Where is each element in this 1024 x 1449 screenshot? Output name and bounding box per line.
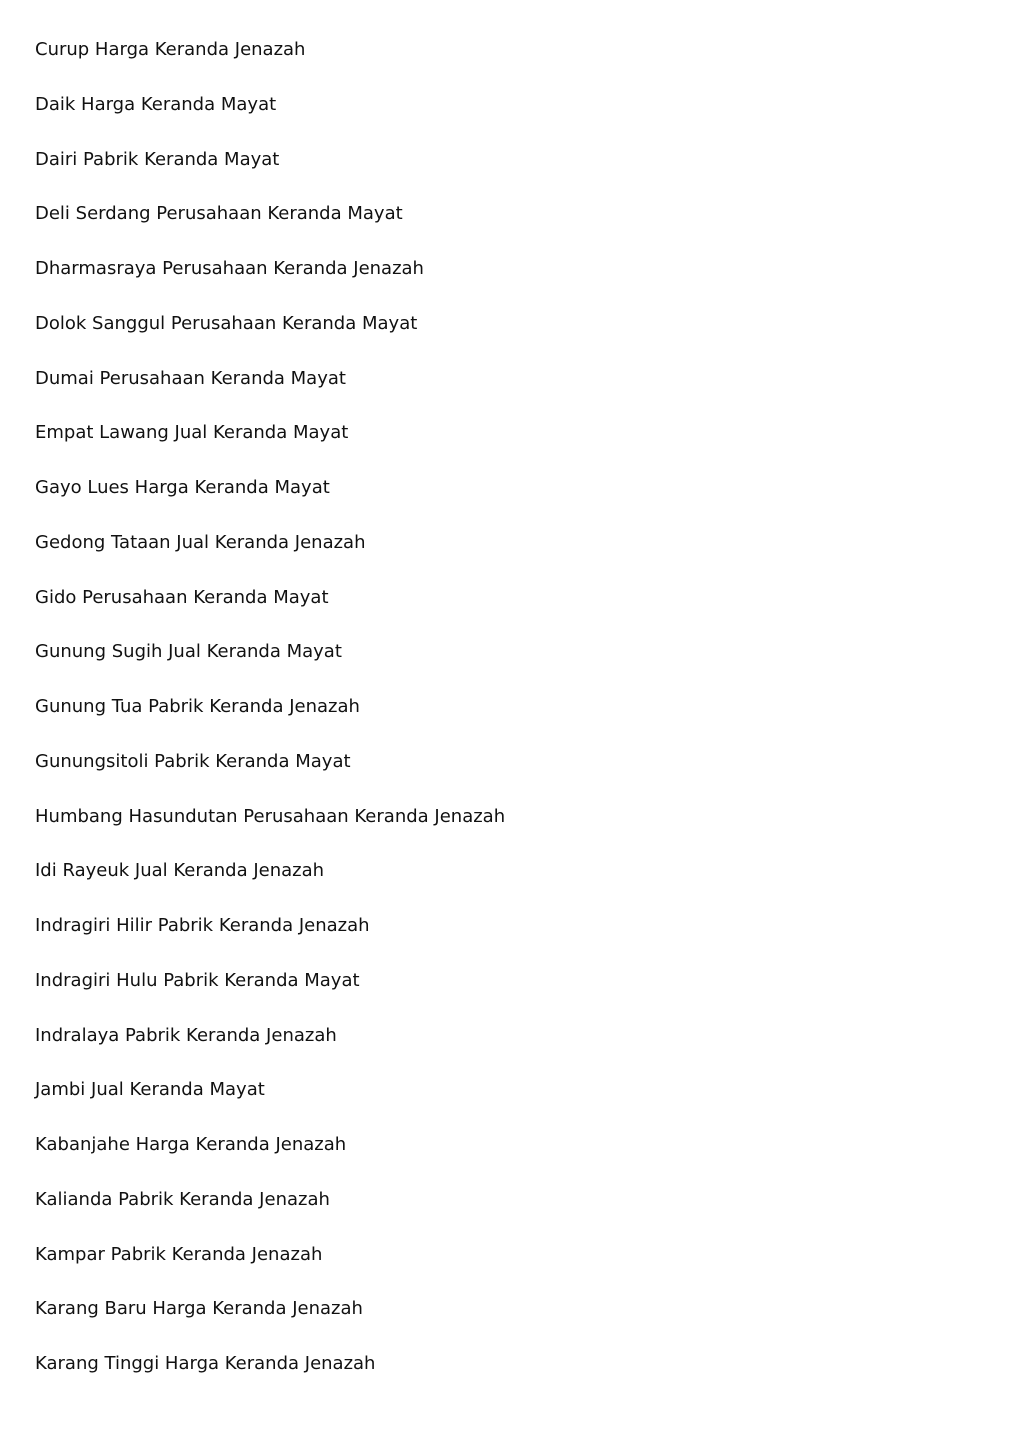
list-item: Gunung Sugih Jual Keranda Mayat (35, 641, 342, 663)
list-item: Kabanjahe Harga Keranda Jenazah (35, 1134, 347, 1155)
list-item: Dharmasraya Perusahaan Keranda Jenazah (35, 258, 424, 279)
list-item: Karang Tinggi Harga Keranda Jenazah (35, 1353, 376, 1374)
list-item: Indralaya Pabrik Keranda Jenazah (35, 1024, 337, 1046)
list-item: Dairi Pabrik Keranda Mayat (35, 148, 280, 170)
list-item: Gunung Tua Pabrik Keranda Jenazah (35, 696, 360, 717)
list-item: Gunungsitoli Pabrik Keranda Mayat (35, 750, 351, 772)
list-item: Karang Baru Harga Keranda Jenazah (35, 1298, 363, 1320)
list-item: Deli Serdang Perusahaan Keranda Mayat (35, 203, 403, 225)
list-item: Indragiri Hulu Pabrik Keranda Mayat (35, 969, 360, 991)
list-item: Gedong Tataan Jual Keranda Jenazah (35, 531, 366, 553)
list-item: Indragiri Hilir Pabrik Keranda Jenazah (35, 915, 370, 936)
list-item: Kalianda Pabrik Keranda Jenazah (35, 1188, 330, 1210)
list-item: Daik Harga Keranda Mayat (35, 93, 277, 115)
list-item: Empat Lawang Jual Keranda Mayat (35, 422, 349, 444)
list-item: Jambi Jual Keranda Mayat (35, 1079, 265, 1101)
list-item: Humbang Hasundutan Perusahaan Keranda Jenazah (35, 805, 506, 827)
location-list (35, 37, 505, 1406)
list-item: Kampar Pabrik Keranda Jenazah (35, 1243, 323, 1265)
list-item: Idi Rayeuk Jual Keranda Jenazah (35, 860, 325, 882)
list-item: Gido Perusahaan Keranda Mayat (35, 586, 329, 608)
list-item: Gayo Lues Harga Keranda Mayat (35, 477, 330, 498)
list-item: Dumai Perusahaan Keranda Mayat (35, 367, 346, 389)
list-item: Dolok Sanggul Perusahaan Keranda Mayat (35, 312, 418, 334)
list-item: Curup Harga Keranda Jenazah (35, 39, 306, 60)
